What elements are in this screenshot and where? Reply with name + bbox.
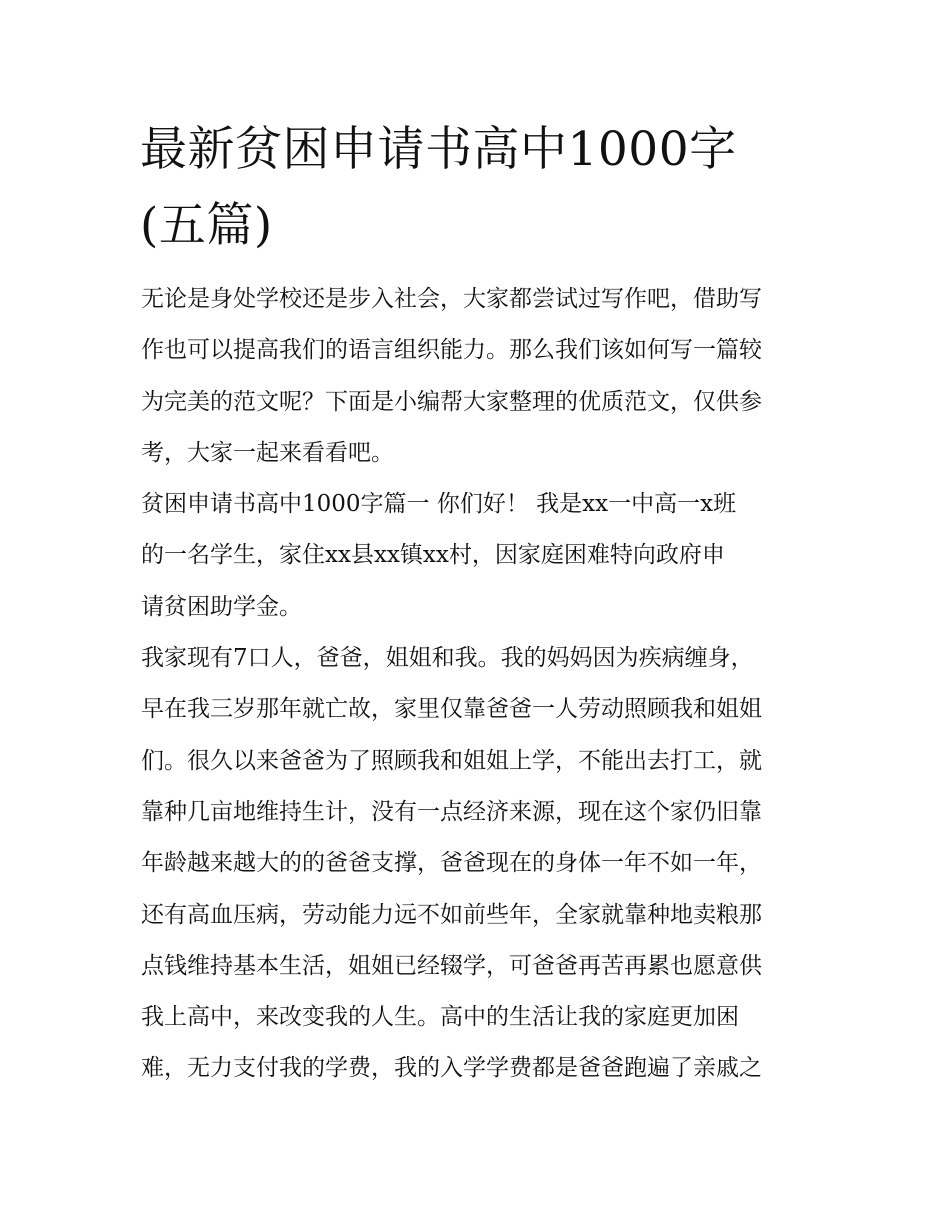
text-line: 为完美的范文呢？下面是小编帮大家整理的优质范文，仅供参	[141, 388, 762, 415]
text-line: 们。很久以来爸爸为了照顾我和姐姐上学，不能出去打工，就	[141, 747, 762, 774]
text-line: 的一名学生，家住xx县xx镇xx村，因家庭困难特向政府申	[141, 542, 725, 569]
text-line: 无论是身处学校还是步入社会，大家都尝试过写作吧，借助写	[141, 286, 762, 312]
text-line: 还有高血压病，劳动能力远不如前些年，全家就靠种地卖粮那	[141, 901, 762, 928]
paragraph-essay-one-opening	[141, 479, 816, 633]
text-line: 难，无力支付我的学费，我的入学学费都是爸爸跑遍了亲戚之	[141, 1055, 762, 1082]
title-line-1: 最新贫困申请书高中1000字	[140, 122, 737, 177]
text-line: 点钱维持基本生活，姐姐已经辍学，可爸爸再苦再累也愿意供	[141, 952, 762, 979]
text-line: 早在我三岁那年就亡故，家里仅靠爸爸一人劳动照顾我和姐姐	[141, 696, 762, 723]
text-line: 作也可以提高我们的语言组织能力。那么我们该如何写一篇较	[141, 337, 762, 364]
text-line: 年龄越来越大的的爸爸支撑，爸爸现在的身体一年不如一年，	[141, 850, 762, 877]
text-line: 我家现有7口人，爸爸，姐姐和我。我的妈妈因为疾病缠身，	[141, 645, 754, 672]
text-line: 请贫困助学金。	[141, 593, 302, 620]
paragraph-intro	[141, 274, 816, 479]
text-line: 靠种几亩地维持生计，没有一点经济来源，现在这个家仍旧靠	[141, 798, 762, 825]
text-line: 贫困申请书高中1000字篇一 你们好！ 我是xx一中高一x班	[141, 491, 737, 518]
document-body	[141, 274, 816, 1095]
text-line: 我上高中，来改变我的人生。高中的生活让我的家庭更加困	[141, 1004, 739, 1031]
document-title	[140, 112, 820, 264]
title-line-2: (五篇)	[140, 198, 273, 253]
paragraph-family-situation	[141, 633, 816, 1095]
text-line: 考，大家一起来看看吧。	[141, 439, 394, 466]
